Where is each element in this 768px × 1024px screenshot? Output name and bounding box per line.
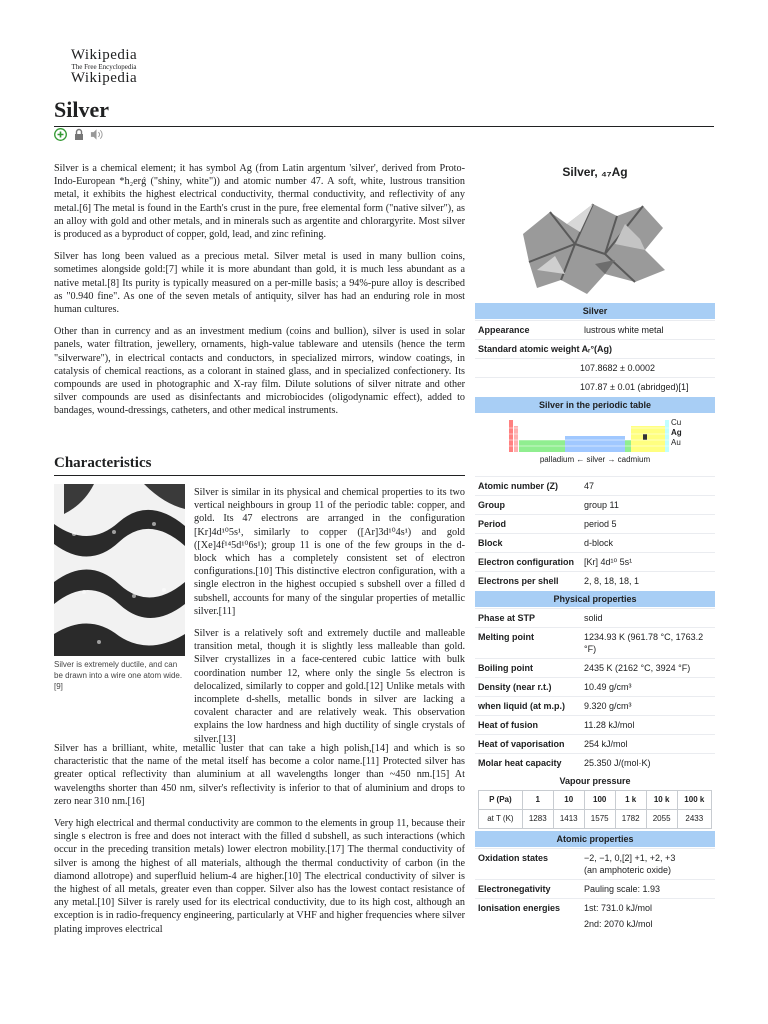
row-value: solid [584, 613, 603, 623]
row-key: Density (near r.t.) [478, 682, 552, 692]
element-rows [475, 476, 715, 590]
row-key: Block [478, 538, 503, 548]
infobox-row [475, 495, 715, 514]
row-value: 10.49 g/cm³ [584, 682, 632, 692]
infobox-row [475, 571, 715, 590]
row-electronegativity [475, 879, 715, 898]
thumbnail-caption: Silver is extremely ductile, and can be drawn into a wire one atom wide.[9] [54, 660, 183, 691]
row-ionisation-energies [475, 898, 715, 933]
row-key: Molar heat capacity [478, 758, 562, 768]
row-key: Oxidation states [478, 853, 549, 863]
row-value: 2435 K (2162 °C, 3924 °F) [584, 663, 691, 673]
logo-wordmark: Wikipedia [70, 47, 138, 63]
char-paragraph-3: Silver has a brilliant, white, metallic luster that can take a high polish,[14] and which is so characteristic that the name of the metal itself has become a color name.[11] Protected silver has greater optical reflectivity than aluminium at all wavelengths longer than ~450 nm.[15] At wavelengths shorter than 450 nm, silver's reflectivity is inferior to that of aluminium and drops to zero near 310 nm.[16] [54, 743, 465, 807]
row-key: when liquid (at m.p.) [478, 701, 565, 711]
wikipedia-logo[interactable] [54, 48, 154, 86]
infobox-header-atomic: Atomic properties [475, 831, 715, 847]
row-value: d-block [584, 538, 614, 548]
title-divider [54, 126, 714, 127]
audio-icon[interactable] [90, 128, 103, 141]
periodic-below: Au [671, 438, 681, 447]
infobox-title: Silver, ₄₇Ag [562, 165, 628, 179]
infobox-row [475, 696, 715, 715]
row-key: Electron configuration [478, 557, 575, 567]
infobox-row [475, 476, 715, 495]
row-key: Boiling point [478, 663, 533, 673]
infobox-row [475, 627, 715, 658]
infobox-row [475, 552, 715, 571]
vapour-cell: 100 [584, 791, 615, 810]
vapour-pressure-title: Vapour pressure [559, 776, 631, 786]
row-key: Heat of vaporisation [478, 739, 565, 749]
char-paragraph-2: Silver is a relatively soft and extremely ductile and malleable transition metal, though it is slightly less malleable than gold. Silver crystallizes in a face-centered cubic lattice with bulk coordination number 12, where only the single 5s electron is delocalized, similarly to copper and gold.[12] Unlike metals with incomplete d-shells, metallic bonds in silver are lacking a covalent character and are relatively weak. This observation explains the low hardness and high ductility of single crystals of silver.[13] [194, 628, 465, 745]
vapour-cell: 100 k [677, 791, 711, 810]
row-value: Pauling scale: 1.93 [584, 884, 661, 894]
row-key: Appearance [478, 325, 530, 335]
row-key: Phase at STP [478, 613, 536, 623]
row-value: [Kr] 4d¹⁰ 5s¹ [584, 557, 633, 567]
vapour-cell: 1283 [522, 810, 553, 829]
oxidation-note: (an amphoteric oxide) [584, 865, 672, 875]
row-key: Ionisation energies [478, 903, 561, 913]
intro-paragraph-2: Silver has long been valued as a precious metal. Silver metal is used in many bullion coins, sometimes alongside gold:[7] while it is more abundant than gold, it is much less abundant as a native metal.[8] Its purity is typically measured on a per-mille basis; a 94%-pure alloy is described as "0.940 fine". As one of the seven metals of antiquity, silver has had an enduring role in most human cultures. [54, 251, 465, 316]
row-value: 2, 8, 18, 18, 1 [584, 576, 640, 586]
page-title: Silver [54, 97, 109, 122]
intro-paragraph-3: Other than in currency and as an investment medium (coins and bullion), silver is used in solar panels, water filtration, jewellery, ornaments, high-value tableware and utensils (hence the term "silverware"), in electrical contacts and conductors, in specialized mirrors, window coatings, in catalysis of chemical reactions, as a colorant in stained glass, and in specialized confectionery. Its compounds are used in photographic and X-ray film. Dilute solutions of silver nitrate and other silver compounds are used as disinfectants and microbiocides (oligodynamic effect), added to bandages, wound-dressings, catheters, and other medical instruments. [54, 326, 465, 417]
vapour-cell: 1782 [615, 810, 646, 829]
vapour-header-row [479, 791, 712, 810]
lock-icon[interactable] [72, 128, 85, 141]
vapour-cell: 1 k [615, 791, 646, 810]
row-value-group [582, 849, 715, 879]
vapour-value-row [479, 810, 712, 829]
row-key: Period [478, 519, 507, 529]
row-value: group 11 [584, 500, 619, 510]
row-key: Heat of fusion [478, 720, 538, 730]
row-value: 1234.93 K (961.78 °C, 1763.2 °F) [584, 632, 704, 654]
ionisation-second: 2nd: 2070 kJ/mol [584, 919, 653, 929]
vapour-cell: at T (K) [479, 810, 523, 829]
row-oxidation-states [475, 848, 715, 879]
characteristics-text-continued [54, 742, 465, 945]
page-indicators [54, 128, 103, 141]
section-heading-characteristics: Characteristics [54, 453, 465, 476]
row-value: 254 kJ/mol [584, 739, 628, 749]
vapour-cell: 10 [553, 791, 584, 810]
intro-text [54, 162, 465, 427]
element-infobox [475, 158, 715, 933]
ductile-wire-image[interactable] [54, 484, 185, 656]
infobox-row [475, 608, 715, 627]
vapour-cell: 10 k [646, 791, 677, 810]
row-key: Electrons per shell [478, 576, 559, 586]
row-key: Group [478, 500, 505, 510]
ionisation-first: 1st: 731.0 kJ/mol [584, 903, 653, 913]
char-paragraph-4: Very high electrical and thermal conductivity are common to the elements in group 11, because their single s electron is free and does not interact with the filled d subshell, as such interactions (which occur in the preceding transition metals) lower electron mobility.[17] The thermal conductivity of silver is among the highest of all materials, although the thermal conductivity of carbon (in the diamond allotrope) and superfluid helium-4 are higher.[10] The electrical conductivity of silver is the highest of all metals, greater even than copper. Silver also has the lowest contact resistance of any metal.[10] Silver is rarely used for its electrical conductivity, due to its high cost, although an exception is in radio-frequency engineering, particularly at VHF and higher frequencies where silver plating improves electrical [54, 818, 465, 935]
vapour-cell: 1575 [584, 810, 615, 829]
atomic-weight-value: 107.8682 ± 0.0002 [475, 358, 715, 377]
vapour-cell: 2055 [646, 810, 677, 829]
infobox-row [475, 715, 715, 734]
row-value: lustrous white metal [584, 325, 664, 335]
infobox-header-periodic-table: Silver in the periodic table [475, 397, 715, 413]
vapour-cell: 1413 [553, 810, 584, 829]
infobox-row [475, 514, 715, 533]
row-value: 11.28 kJ/mol [584, 720, 635, 730]
oxidation-values: −2, −1, 0,[2] +1, +2, +3 [584, 853, 676, 863]
row-standard-atomic-weight [475, 339, 715, 358]
periodic-table-mini[interactable] [475, 414, 715, 476]
physical-rows [475, 608, 715, 772]
infobox-row [475, 658, 715, 677]
row-value: 25.350 J/(mol·K) [584, 758, 651, 768]
row-value-group [582, 899, 715, 933]
intro-paragraph-1: Silver is a chemical element; it has symbol Ag (from Latin argentum 'silver', derived from Proto-Indo-European *h₂erǵ ("shiny, white")) and atomic number 47. A soft, white, lustrous transition metal, it exhibits the highest electrical conductivity, thermal conductivity, and reflectivity of any metal.[6] The metal is found in the Earth's crust in the pure, free elemental form ("native silver"), as an alloy with gold and other metals, and in minerals such as argentite and chlorargyrite. Most silver is produced as a byproduct of copper, gold, lead, and zinc refining. [54, 163, 465, 241]
row-appearance [475, 320, 715, 339]
characteristics-text [194, 486, 465, 755]
vapour-cell: 1 [522, 791, 553, 810]
infobox-row [475, 677, 715, 696]
atomic-weight-abridged: 107.87 ± 0.01 (abridged)[1] [475, 377, 715, 396]
row-value: 47 [584, 481, 595, 491]
vapour-cell: 2433 [677, 810, 711, 829]
thumbnail-figure [54, 484, 185, 692]
row-value: period 5 [584, 519, 617, 529]
char-paragraph-1: Silver is similar in its physical and chemical properties to its two vertical neighbours in group 11 of the periodic table: copper, and gold. Its 47 electrons are arranged in the configuration [Kr]4d¹⁰5s¹, similarly to copper ([Ar]3d¹⁰4s¹) and gold ([Xe]4f¹⁴5d¹⁰6s¹); group 11 is one of the few groups in the d-block which has a completely consistent set of electron configurations.[10] This distinctive electron configuration, with a single electron in the highest occupied s subshell over a filled d subshell, accounts for many of the singular properties of metallic silver.[11] [194, 487, 465, 617]
periodic-neighbors-nav[interactable]: palladium ← silver → cadmium [539, 455, 651, 464]
vapour-pressure-table [478, 790, 712, 829]
logo-wordmark-second: Wikipedia [70, 70, 138, 86]
infobox-row [475, 734, 715, 753]
row-key: Melting point [478, 632, 534, 642]
periodic-above: Cu [671, 418, 682, 427]
infobox-header-silver: Silver [475, 303, 715, 319]
vapour-cell: P (Pa) [479, 791, 523, 810]
periodic-self: Ag [671, 428, 682, 437]
silver-crystal-image[interactable] [475, 184, 715, 302]
infobox-row [475, 753, 715, 772]
row-value: 9.320 g/cm³ [584, 701, 632, 711]
row-key: Electronegativity [478, 884, 551, 894]
row-key: Atomic number (Z) [478, 481, 558, 491]
plus-circle-icon[interactable] [54, 128, 67, 141]
logo-tagline: The Free Encyclopedia [71, 63, 137, 71]
infobox-header-physical: Physical properties [475, 591, 715, 607]
row-key: Standard atomic weight Aᵣ°(Ag) [478, 344, 613, 354]
infobox-row [475, 533, 715, 552]
